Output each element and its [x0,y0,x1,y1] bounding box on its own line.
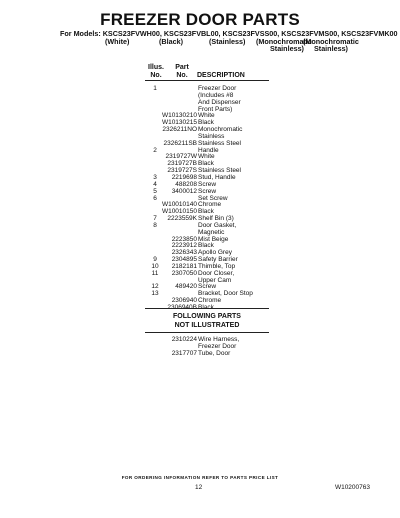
part-description: Magnetic [198,228,225,236]
illus-number: 6 [153,194,157,202]
part-header-line1: Part [175,64,189,71]
part-description: Chrome [198,201,222,209]
illus-number: 5 [153,187,157,195]
description-header: DESCRIPTION [197,72,245,79]
part-description: Black [198,119,214,127]
header-rule [145,80,269,81]
part-description: And Dispenser [198,98,241,106]
part-number: W10130210 [161,112,197,120]
illus-number: 10 [151,262,159,270]
footer-note: FOR ORDERING INFORMATION REFER TO PARTS PRICE LIST [121,475,279,480]
part-description: Screw [198,180,217,188]
part-number: 2326211SB [163,139,197,147]
part-number: 2317707 [171,349,197,357]
part-description: Bracket, Door Stop [198,290,253,298]
section-rule-bottom [145,332,269,333]
part-number: 2223559K [167,215,197,223]
part-number: 2182181 [171,262,197,270]
illus-number: 3 [153,173,157,181]
part-description: Door Gasket, [198,221,237,229]
part-description: Upper Cam [198,276,232,284]
variant-stainless: (Stainless) [209,37,246,46]
section-rule-top [145,308,269,309]
parts-rows [145,86,269,312]
part-number: 3400012 [171,187,197,195]
part-description: Black [198,242,214,250]
models-line: For Models: KSCS23FVWH00, KSCS23FVBL00, KSCS23FVSS00, KSCS23FVMS00, KSCS23FVMK00 [60,29,398,38]
variant-monochromatic-2: (Monochromatic [303,37,359,46]
illus-number: 2 [153,146,157,154]
part-description: Tube, Door [198,349,231,357]
variant-black: (Black) [159,37,183,46]
part-description: Mist Beige [198,235,229,243]
illus-number: 12 [151,283,159,291]
variant-white: (White) [105,37,130,46]
illus-header-line1: Illus. [148,64,164,71]
illus-number: 1 [153,85,157,92]
variant-stainless-2: Stainless) [314,44,348,53]
not-illustrated-heading [145,312,269,330]
part-description: White [198,112,215,120]
variant-monochromatic-1: (Monochromatic [256,37,312,46]
part-description: Handle [198,146,219,154]
part-number: W10010140 [161,201,197,209]
part-number: 2307050 [171,269,197,277]
part-description: Screw [198,187,217,195]
part-description: Wire Harness, [198,336,240,343]
part-description: Stainless [198,132,225,140]
part-number: 2310224 [171,336,197,343]
part-description: Screw [198,283,217,291]
illus-number: 13 [151,290,159,298]
part-description: Set Screw [198,194,228,202]
variant-stainless-1: Stainless) [270,44,304,53]
table-row [145,351,269,358]
part-number: W10010150 [161,208,197,216]
part-number: 2219698 [171,173,197,181]
part-description: Thimble, Top [198,262,236,270]
part-number: 2326343 [171,249,197,257]
part-description: (Includes #8 [198,91,234,99]
part-description: Freezer Door [198,342,237,350]
not-illustrated-heading-line2: NOT ILLUSTRATED [174,322,240,329]
part-description: White [198,153,215,161]
illus-number: 8 [153,221,157,229]
part-description: Black [198,208,214,216]
part-description: Door Closer, [198,269,235,277]
part-number: W10130215 [161,119,197,127]
illus-number: 11 [151,269,159,277]
part-number: 2306940 [171,297,197,305]
page-title: FREEZER DOOR PARTS [100,10,300,29]
page-number: 12 [195,484,203,491]
part-description: Shelf Bin (3) [198,215,234,223]
illus-number: 4 [153,180,157,188]
part-number: 2319727S [167,167,197,175]
part-description: Front Parts) [198,105,233,113]
illus-number: 7 [153,215,157,223]
part-number: 488208 [175,180,197,188]
part-description: Stainless Steel [198,167,241,175]
part-description: Stainless Steel [198,139,241,147]
part-number: 2223850 [171,235,197,243]
part-number: 2304895 [171,256,197,264]
part-description: Apollo Grey [198,249,232,257]
illus-number: 9 [153,256,157,264]
part-number: 2223912 [171,242,197,250]
part-description: Safety Barrier [198,256,238,264]
part-description: Black [198,160,214,168]
part-number: 2319727B [167,160,197,168]
not-illustrated-heading-line1: FOLLOWING PARTS [173,313,241,320]
not-illustrated-table [145,337,269,358]
part-description: Stud, Handle [198,173,236,181]
part-description: Freezer Door [198,85,237,92]
illus-header-line2: No. [150,72,162,79]
part-header-line2: No. [176,72,188,79]
part-number: 2326211NO [162,126,197,134]
not-illustrated-rows [145,337,269,358]
part-number: 2319727W [165,153,197,161]
part-description: Chrome [198,297,222,305]
parts-table [145,64,269,312]
doc-number: W10200763 [334,484,370,491]
part-number: 489420 [175,283,197,291]
table-header [145,64,269,80]
part-description: Monochromatic [198,126,243,134]
